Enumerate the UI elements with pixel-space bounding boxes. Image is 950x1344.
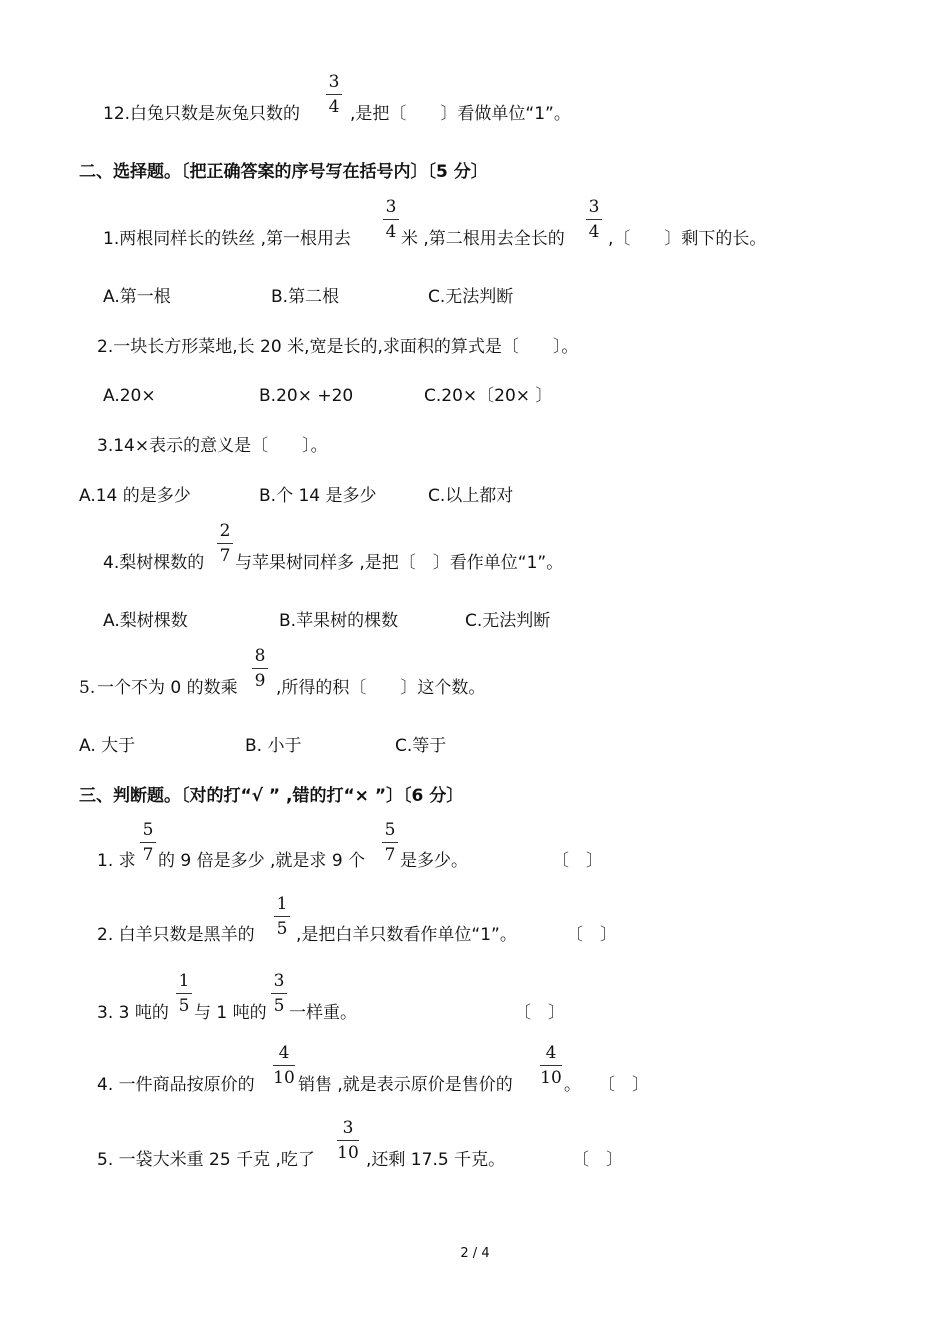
s2-q1-option-b: B.第二根 [271,287,340,307]
fraction: 4 10 [273,1043,295,1088]
s3-q4-text-c: 。 [564,1075,581,1095]
s2-q5-text-a: 一个不为 0 的数乘 [97,678,238,698]
s3-q5-text-b: ,还剩 17.5 千克。 [366,1150,506,1170]
s2-q4-text-a: 4.梨树棵数的 [103,553,205,573]
fraction: 2 7 [217,521,233,566]
fraction: 1 5 [274,894,290,939]
fraction: 4 10 [540,1043,562,1088]
s2-q3-option-c: C.以上都对 [428,486,514,506]
s2-q3-text: 3.14×表示的意义是〔 〕。 [97,436,328,456]
s2-q5-number: 5. [79,678,96,698]
s2-q1-text-b: 米 ,第二根用去全长的 [401,229,565,249]
s2-q2-option-a: A.20× [103,386,156,406]
s2-q3-option-b: B.个 14 是多少 [259,486,377,506]
s3-q2-answer-bracket: 〔 〕 [566,925,617,945]
s3-q1-text-a: 1. 求 [97,851,136,871]
s2-q5-option-a: A. 大于 [79,736,136,756]
section-3-title: 三、判断题。〔对的打“√ ” ,错的打“× ”〕〔6 分〕 [79,786,464,806]
s3-q4-text-b: 销售 ,就是表示原价是售价的 [298,1075,513,1095]
fraction: 5 7 [382,820,398,865]
fraction: 5 7 [140,820,156,865]
s3-q1-text-c: 是多少。 [400,851,468,871]
s3-q3-text-b: 与 1 吨的 [194,1003,267,1023]
section-2-title: 二、选择题。〔把正确答案的序号写在括号内〕〔5 分〕 [79,162,488,182]
question-12-text-b: ,是把〔 〕看做单位“1”。 [350,104,571,124]
s2-q4-text-b: 与苹果树同样多 ,是把〔 〕看作单位“1”。 [235,553,564,573]
fraction: 3 10 [337,1118,359,1163]
s3-q3-text-a: 3. 3 吨的 [97,1003,169,1023]
s2-q4-option-a: A.梨树棵数 [103,611,188,631]
s3-q4-text-a: 4. 一件商品按原价的 [97,1075,255,1095]
s2-q2-text: 2.一块长方形菜地,长 20 米,宽是长的,求面积的算式是〔 〕。 [97,337,579,357]
s3-q5-answer-bracket: 〔 〕 [572,1150,623,1170]
s3-q2-text-a: 2. 白羊只数是黑羊的 [97,925,255,945]
s3-q3-text-c: 一样重。 [289,1003,357,1023]
s2-q1-text-c: ,〔 〕剩下的长。 [608,229,767,249]
s2-q1-option-c: C.无法判断 [428,287,514,307]
s2-q5-option-b: B. 小于 [245,736,302,756]
fraction: 3 4 [326,72,342,117]
s2-q3-option-a: A.14 的是多少 [79,486,191,506]
question-12-text-a: 12.白兔只数是灰兔只数的 [103,104,301,124]
s2-q2-option-b: B.20× +20 [259,386,354,406]
s2-q1-text-a: 1.两根同样长的铁丝 ,第一根用去 [103,229,352,249]
fraction: 3 4 [383,197,399,242]
s2-q4-option-c: C.无法判断 [465,611,551,631]
s2-q4-option-b: B.苹果树的棵数 [279,611,399,631]
s2-q1-option-a: A.第一根 [103,287,171,307]
s2-q5-text-b: ,所得的积〔 〕这个数。 [276,678,486,698]
fraction: 3 5 [271,971,287,1016]
s3-q2-text-b: ,是把白羊只数看作单位“1”。 [296,925,517,945]
page-number: 2 / 4 [460,1246,490,1261]
fraction: 1 5 [176,971,192,1016]
s3-q5-text-a: 5. 一袋大米重 25 千克 ,吃了 [97,1150,315,1170]
s2-q2-option-c: C.20×〔20× 〕 [424,386,553,406]
s3-q4-answer-bracket: 〔 〕 [598,1075,649,1095]
s3-q1-text-b: 的 9 倍是多少 ,就是求 9 个 [158,851,366,871]
s3-q3-answer-bracket: 〔 〕 [514,1003,565,1023]
fraction: 8 9 [252,646,268,691]
fraction: 3 4 [586,197,602,242]
s2-q5-option-c: C.等于 [395,736,447,756]
s3-q1-answer-bracket: 〔 〕 [552,851,603,871]
